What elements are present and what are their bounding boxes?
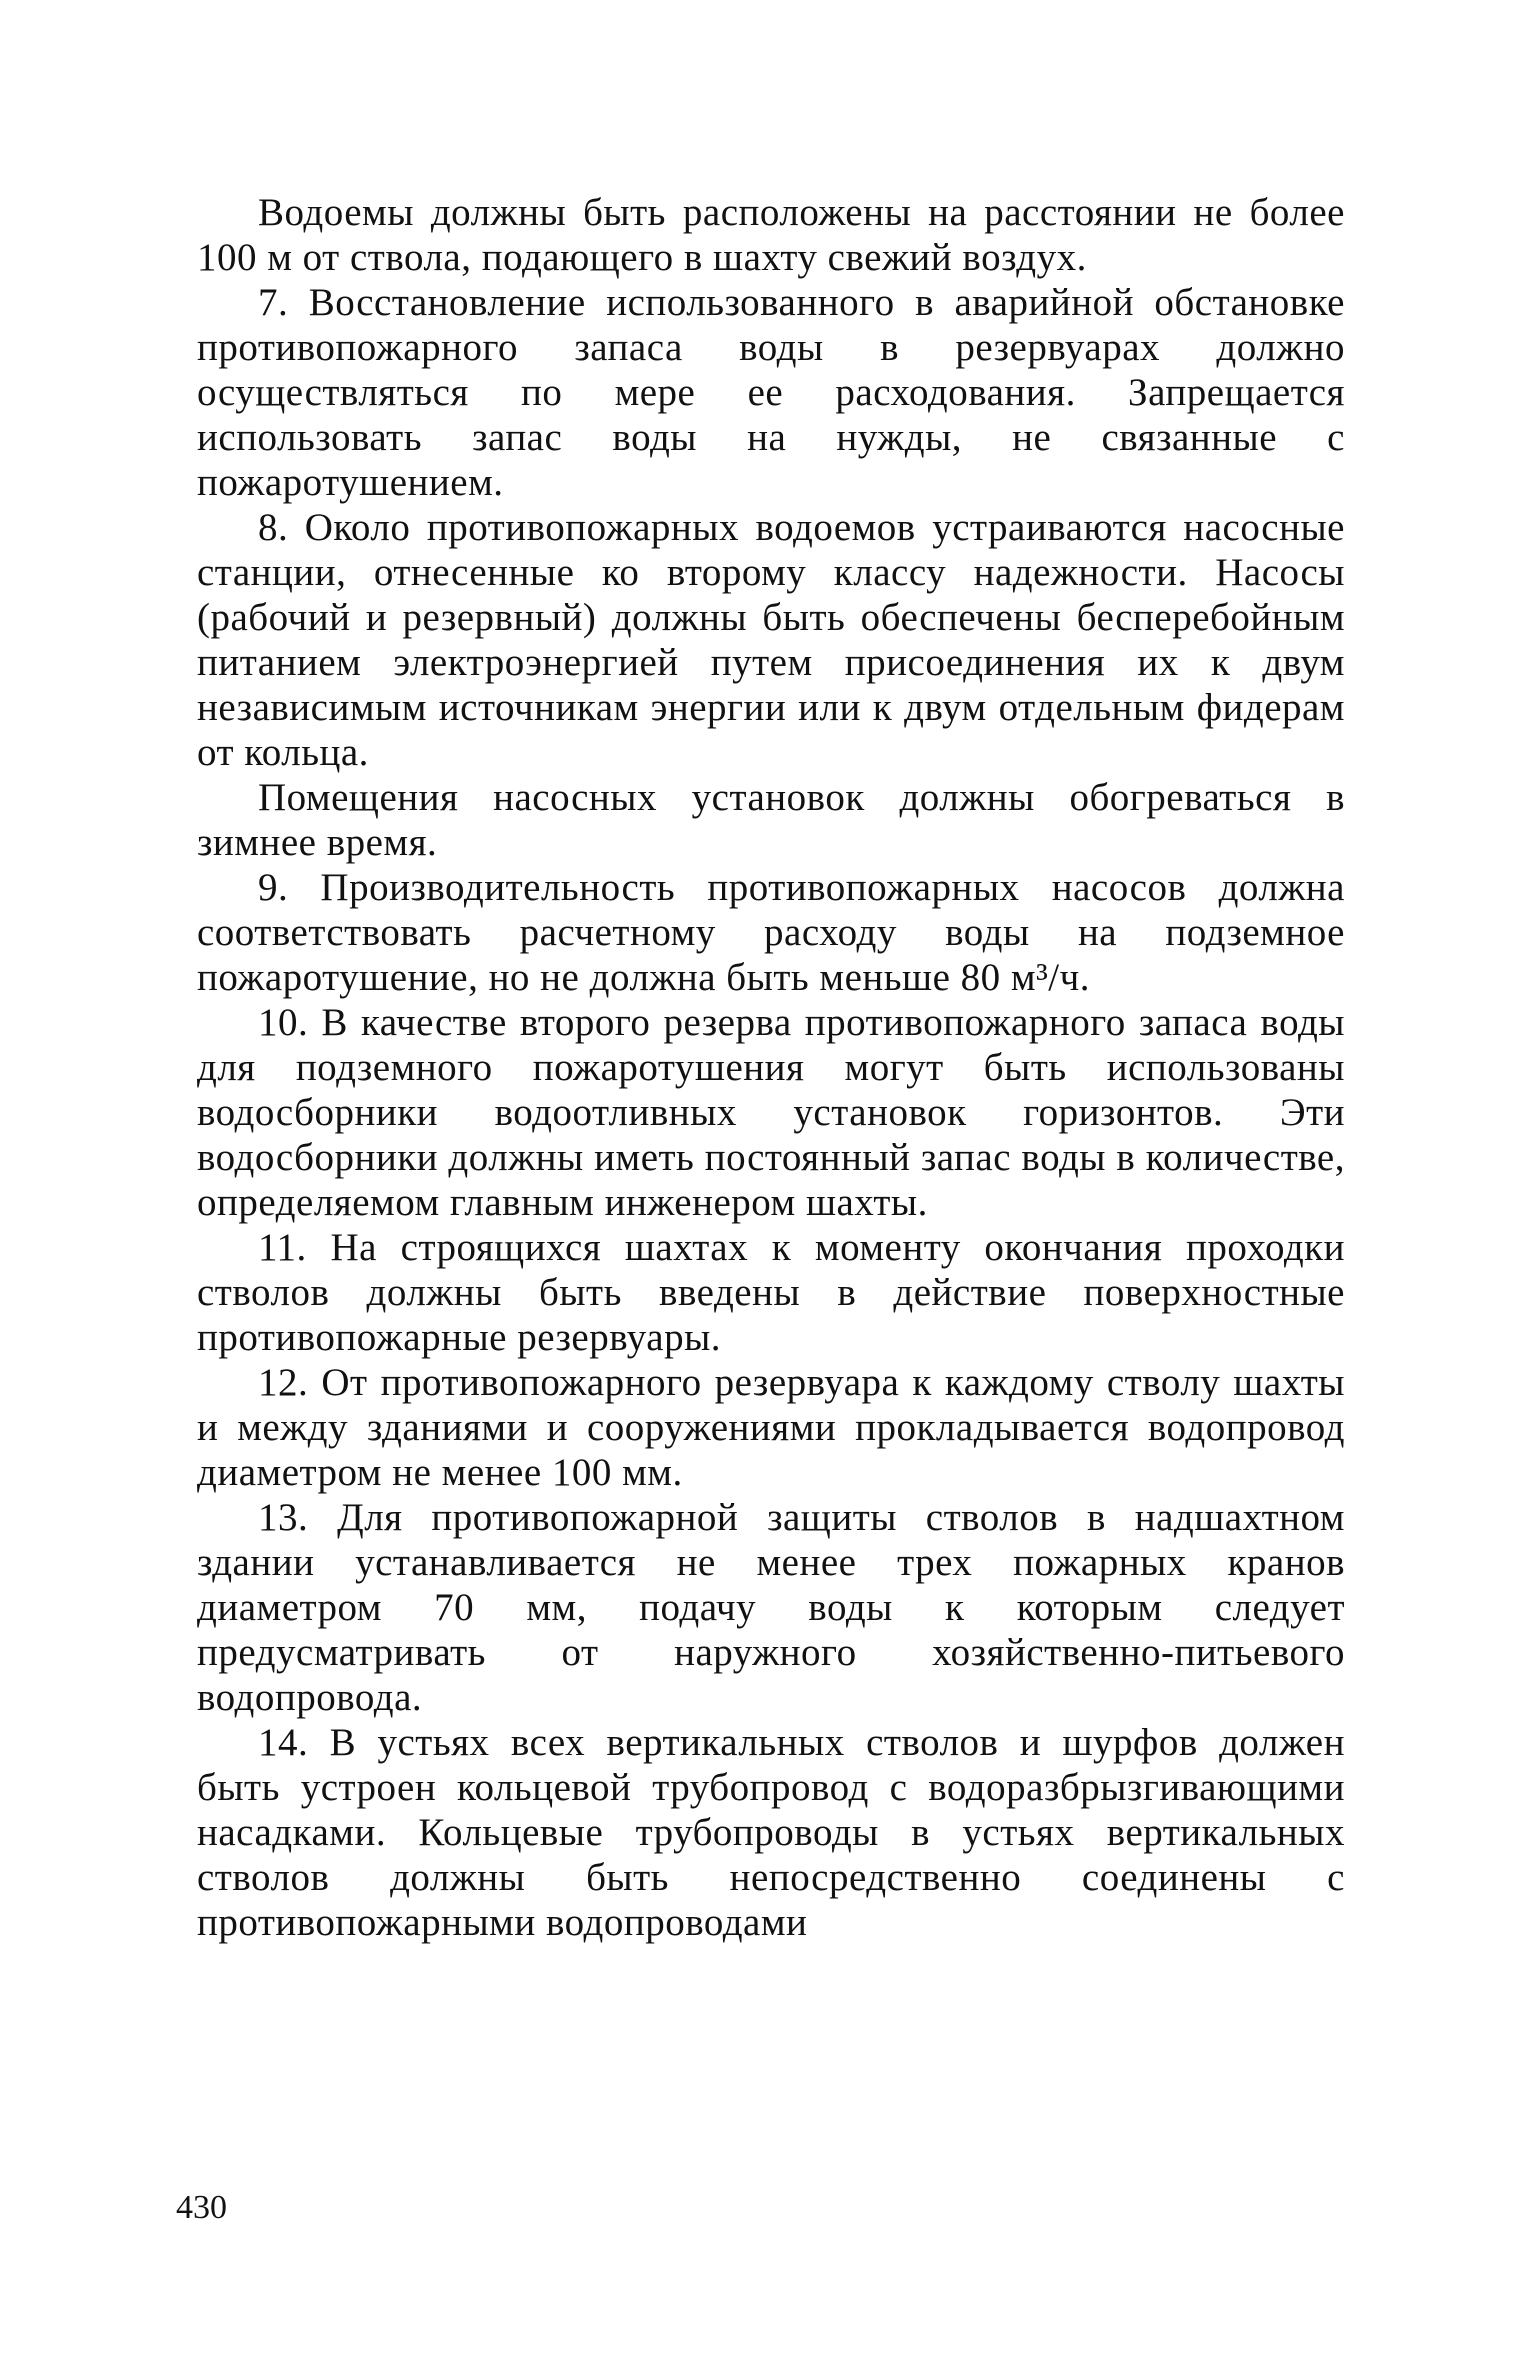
paragraph-item-13: 13. Для противопожарной защиты стволов в надшахтном здании устанавливается не менее трех пожарных кранов диаметром 70 мм, подачу воды к которым следует предусматривать от наружного хозяйственно-питьевого водопровода. [197, 1496, 1345, 1719]
paragraph-item-7: 7. Восстановление использованного в аварийной обстановке противопожарного запаса воды в резервуарах должно осуществляться по мере ее расходования. Запрещается использовать запас воды на нужды, не связанные с пожаротушением. [197, 281, 1345, 504]
paragraph-item-11: 11. На строящихся шахтах к моменту окончания проходки стволов должны быть введены в действие поверхностные противопожарные резервуары. [197, 1226, 1345, 1359]
paragraph-item-8: 8. Около противопожарных водоемов устраиваются насосные станции, отнесенные ко второму классу надежности. Насосы (рабочий и резервный) должны быть обеспечены бесперебойным питанием электроэнергией путем присоединения их к двум независимым источникам энергии или к двум отдельным фидерам от кольца. [197, 506, 1345, 774]
paragraph-reservoirs-distance: Водоемы должны быть расположены на расстоянии не более 100 м от ствола, подающего в шахту свежий воздух. [197, 191, 1345, 279]
page-number: 430 [176, 2189, 227, 2226]
paragraph-item-10: 10. В качестве второго резерва противопожарного запаса воды для подземного пожаротушения могут быть использованы водосборники водоотливных установок горизонтов. Эти водосборники должны иметь постоянный запас воды в количестве, определяемом главным инженером шахты. [197, 1001, 1345, 1224]
paragraph-pump-rooms: Помещения насосных установок должны обогреваться в зимнее время. [197, 776, 1345, 864]
paragraph-item-12: 12. От противопожарного резервуара к каждому стволу шахты и между зданиями и сооружениями прокладывается водопровод диаметром не менее 100 мм. [197, 1361, 1345, 1494]
paragraph-item-14: 14. В устьях всех вертикальных стволов и шурфов должен быть устроен кольцевой трубопровод с водоразбрызгивающими насадками. Кольцевые трубопроводы в устьях вертикальных стволов должны быть непосредственно соединены с противопожарными водопроводами [197, 1721, 1345, 1944]
paragraph-item-9: 9. Производительность противопожарных насосов должна соответствовать расчетному расходу воды на подземное пожаротушение, но не должна быть меньше 80 м³/ч. [197, 866, 1345, 999]
page-body [197, 190, 1345, 1945]
